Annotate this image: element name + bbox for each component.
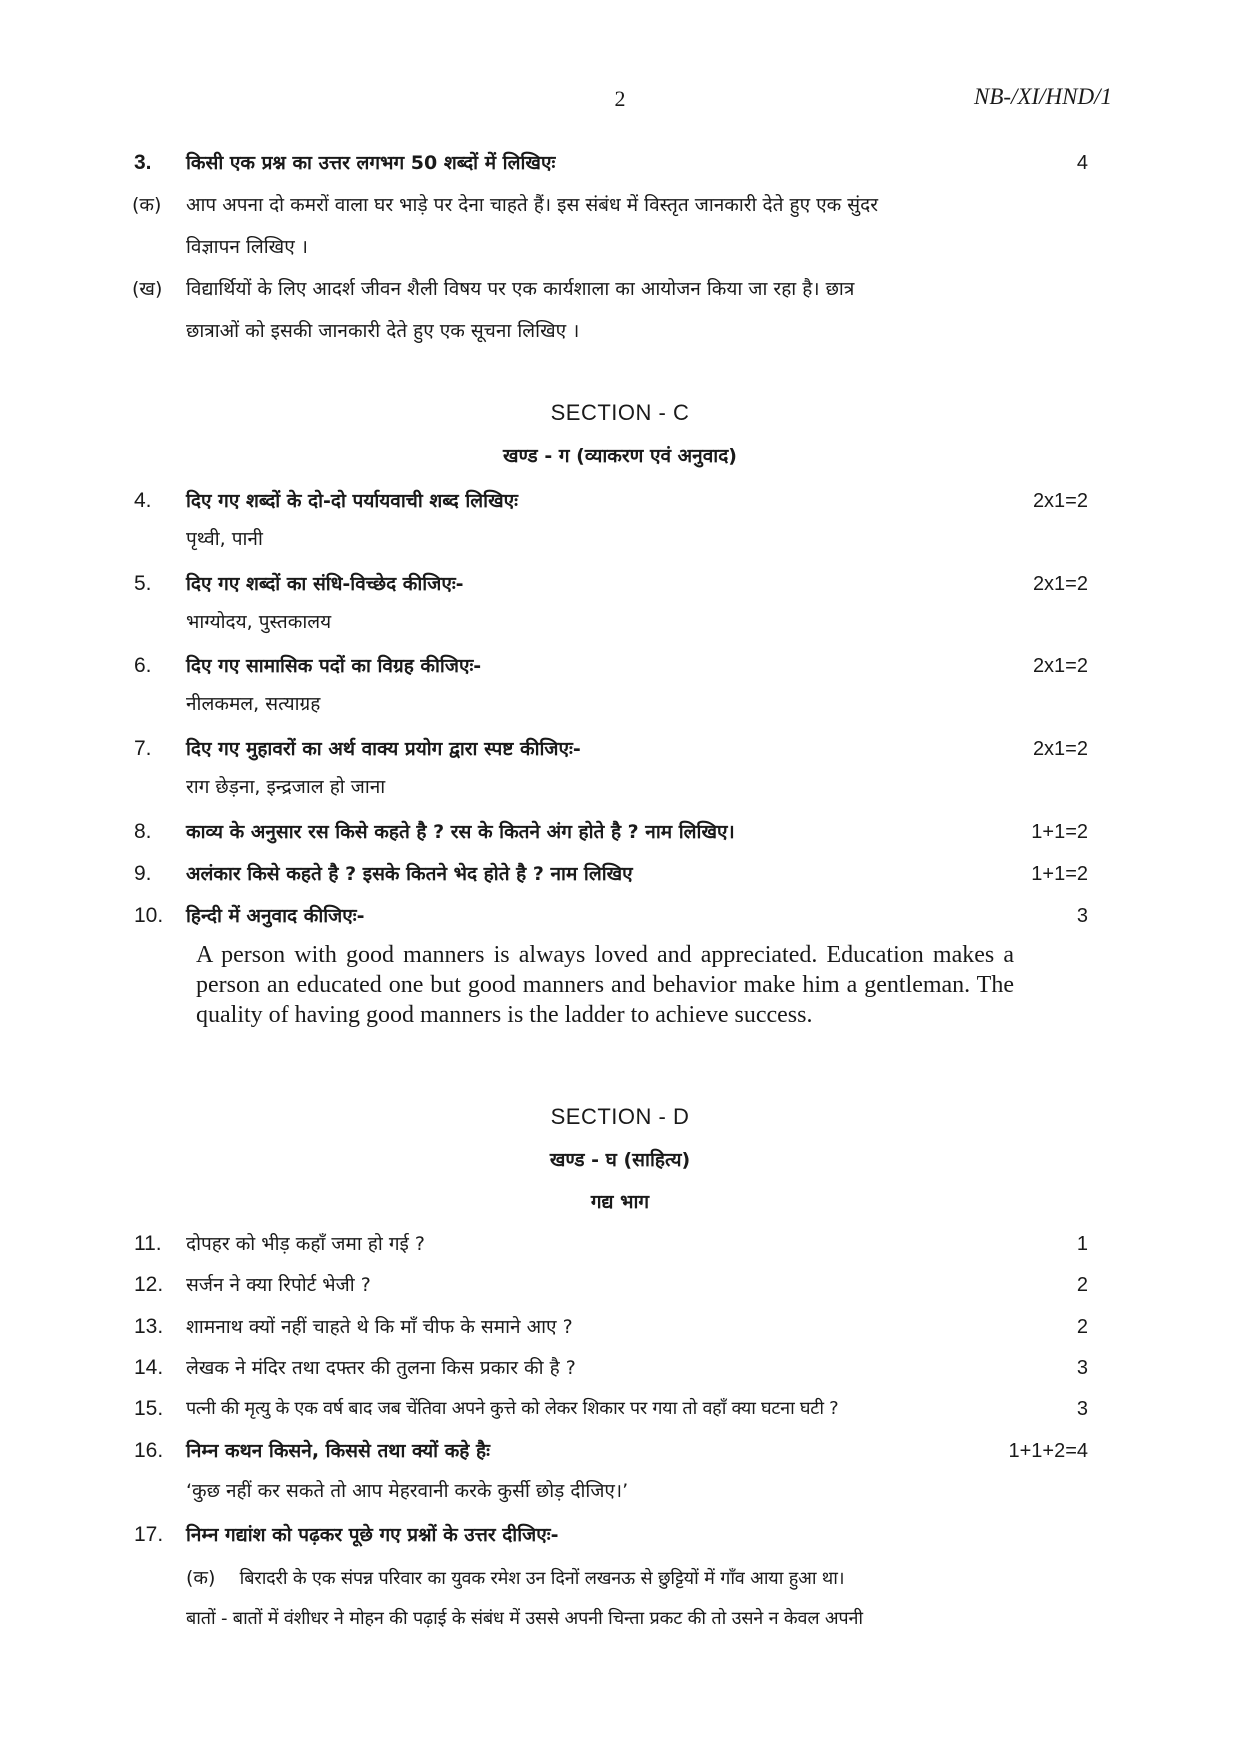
section-c-subtitle: खण्ड - ग (व्याकरण एवं अनुवाद)	[502, 445, 737, 467]
section-d-title: SECTION - D	[550, 1104, 690, 1129]
question-number: 15.	[134, 1397, 164, 1420]
question-sub: भाग्योदय, पुस्तकालय	[186, 611, 332, 633]
question-text: दिए गए शब्दों का संधि-विच्छेद कीजिएः-	[186, 573, 464, 595]
question-sub: राग छेड़ना, इन्द्रजाल हो जाना	[186, 776, 386, 798]
question-number: 13.	[134, 1315, 164, 1338]
question-12	[0, 1268, 1240, 1302]
question-text: सर्जन ने क्या रिपोर्ट भेजी ?	[186, 1274, 371, 1296]
question-marks: 1	[1076, 1233, 1088, 1255]
question-number: 10.	[134, 904, 164, 927]
question-7	[0, 732, 1240, 766]
question-text: निम्न गद्यांश को पढ़कर पूछे गए प्रश्नों के उत्तर दीजिएः-	[186, 1524, 559, 1546]
question-text: लेखक ने मंदिर तथा दफ्तर की तुलना किस प्रकार की है ?	[186, 1357, 576, 1379]
question-number: 5.	[134, 572, 152, 595]
question-15	[0, 1392, 1240, 1426]
question-text: दिए गए शब्दों के दो-दो पर्यायवाची शब्द लिखिएः	[186, 490, 518, 512]
question-17	[0, 1518, 1240, 1552]
page-number: 2	[614, 86, 626, 111]
question-text: निम्न कथन किसने, किससे तथा क्यों कहे हैः	[186, 1440, 490, 1462]
passage-line	[186, 1558, 1106, 1599]
question-marks: 3	[1076, 905, 1088, 927]
question-text: काव्य के अनुसार रस किसे कहते है ? रस के कितने अंग होते है ? नाम लिखिए।	[186, 821, 735, 843]
reading-passage	[186, 1558, 1106, 1639]
question-text: शामनाथ क्यों नहीं चाहते थे कि माँ चीफ के समाने आए ?	[186, 1316, 573, 1338]
passage-text: बिरादरी के एक संपन्न परिवार का युवक रमेश उन दिनों लखनऊ से छुट्टियों में गाँव आया हुआ था।	[239, 1568, 845, 1589]
question-marks: 2	[1076, 1274, 1088, 1296]
passage-line: बातों - बातों में वंशीधर ने मोहन की पढ़ाई के संबंध में उससे अपनी चिन्ता प्रकट की तो उसने न केवल अपनी	[186, 1608, 863, 1629]
option-line: छात्राओं को इसकी जानकारी देते हुए एक सूचना लिखिए ।	[186, 320, 580, 342]
question-number: 4.	[134, 489, 152, 512]
question-number: 3.	[134, 151, 152, 174]
question-marks: 1+1=2	[1031, 863, 1088, 885]
question-marks: 2x1=2	[1032, 738, 1088, 760]
question-sub: नीलकमल, सत्याग्रह	[186, 693, 321, 715]
option-line: विद्यार्थियों के लिए आदर्श जीवन शैली विषय पर एक कार्यशाला का आयोजन किया जा रहा है। छात्र	[186, 278, 855, 300]
question-number: 9.	[134, 862, 152, 885]
section-c-title: SECTION - C	[550, 400, 690, 425]
question-marks: 2x1=2	[1032, 655, 1088, 677]
question-marks: 2x1=2	[1032, 573, 1088, 595]
question-number: 7.	[134, 737, 152, 760]
option-line: विज्ञापन लिखिए ।	[186, 236, 308, 258]
question-number: 11.	[134, 1232, 162, 1255]
question-text: किसी एक प्रश्न का उत्तर लगभग 50 शब्दों में लिखिएः	[186, 152, 556, 174]
question-3	[0, 146, 1240, 180]
question-number: 6.	[134, 654, 152, 677]
option-line: आप अपना दो कमरों वाला घर भाड़े पर देना चाहते हैं। इस संबंध में विस्तृत जानकारी देते हुए एक सुंदर	[186, 194, 878, 216]
question-marks: 1+1=2	[1031, 821, 1088, 843]
question-9	[0, 857, 1240, 891]
question-13	[0, 1310, 1240, 1344]
question-text: पत्नी की मृत्यु के एक वर्ष बाद जब चेंतिवा अपने कुत्ते को लेकर शिकार पर गया तो वहाँ क्या घटना घटी ?	[186, 1398, 839, 1419]
question-marks: 1+1+2=4	[1008, 1440, 1088, 1462]
question-text: दोपहर को भीड़ कहाँ जमा हो गई ?	[186, 1233, 425, 1255]
section-d-part: गद्य भाग	[590, 1191, 650, 1213]
paper-code: NB-/XI/HND/1	[974, 84, 1112, 109]
question-sub: ‘कुछ नहीं कर सकते तो आप मेहरवानी करके कुर्सी छोड़ दीजिए।’	[186, 1480, 629, 1502]
passage-label: (क)	[186, 1567, 216, 1589]
question-6	[0, 649, 1240, 683]
question-5	[0, 567, 1240, 601]
question-number: 17.	[134, 1523, 164, 1546]
section-d-subtitle: खण्ड - घ (साहित्य)	[549, 1149, 691, 1171]
question-16	[0, 1434, 1240, 1468]
question-number: 16.	[134, 1439, 164, 1462]
question-text: दिए गए सामासिक पदों का विग्रह कीजिएः-	[186, 655, 482, 677]
question-marks: 2x1=2	[1032, 490, 1088, 512]
question-marks: 3	[1076, 1398, 1088, 1420]
question-4	[0, 484, 1240, 518]
option-text	[186, 268, 1106, 352]
question-10	[0, 899, 1240, 933]
question-text: हिन्दी में अनुवाद कीजिएः-	[186, 905, 365, 927]
question-number: 8.	[134, 820, 152, 843]
question-marks: 3	[1076, 1357, 1088, 1379]
question-text: दिए गए मुहावरों का अर्थ वाक्य प्रयोग द्वारा स्पष्ट कीजिएः-	[186, 738, 581, 760]
question-number: 14.	[134, 1356, 164, 1379]
question-8	[0, 815, 1240, 849]
question-11	[0, 1227, 1240, 1261]
question-14	[0, 1351, 1240, 1385]
translation-passage: A person with good manners is always loved and appreciated. Education makes a person an educated one but good manners and behavior make him a gentleman. The quality of having good manners is the ladder to achieve success.	[196, 942, 1014, 1028]
question-number: 12.	[134, 1273, 164, 1296]
question-text: अलंकार किसे कहते है ? इसके कितने भेद होते है ? नाम लिखिए	[186, 863, 633, 885]
option-label: (ख)	[132, 278, 163, 300]
option-label: (क)	[132, 194, 162, 216]
option-text	[186, 184, 1106, 268]
question-marks: 4	[1076, 152, 1088, 174]
question-sub: पृथ्वी, पानी	[186, 528, 263, 550]
question-marks: 2	[1076, 1316, 1088, 1338]
